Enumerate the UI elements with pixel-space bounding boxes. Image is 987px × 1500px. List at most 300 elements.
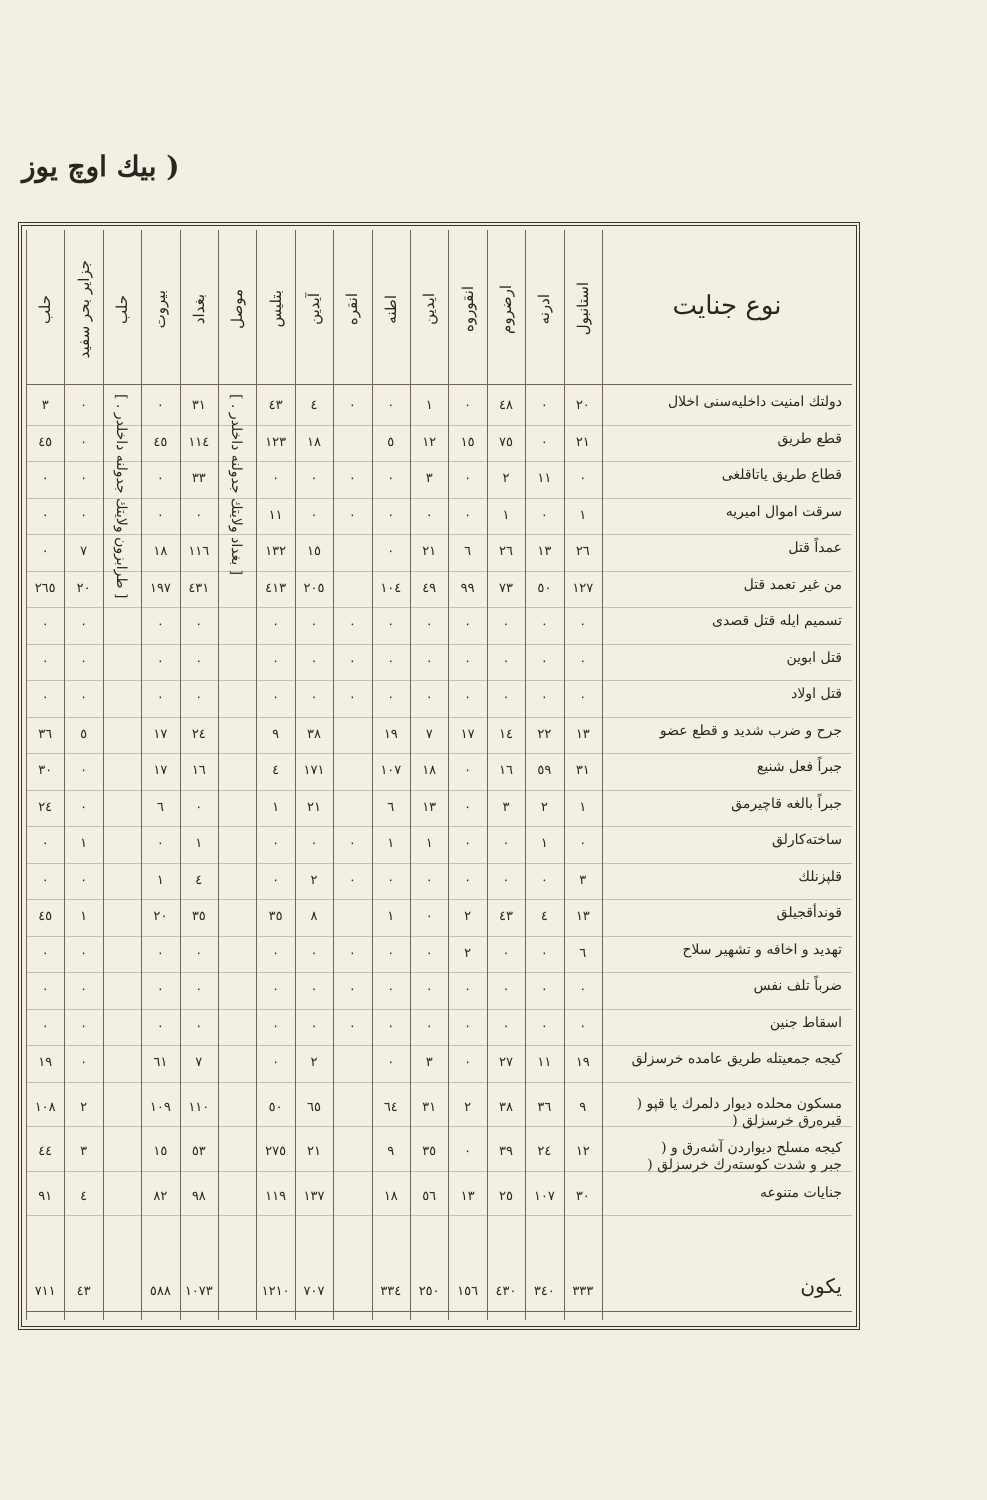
- table-cell: ١٨: [307, 434, 321, 450]
- crime-type-label: جرح و ضرب شديد و قطع عضو: [659, 722, 842, 739]
- table-cell: ٠: [425, 909, 433, 924]
- table-cell: ٣: [41, 398, 49, 413]
- crime-type-label: تسميم ايله قتل قصدى: [712, 613, 842, 629]
- table-cell: ٣٠: [575, 1188, 590, 1204]
- table-cell: ١٨: [383, 1188, 398, 1204]
- table-row: [26, 463, 852, 499]
- table-cell: ٤: [80, 1188, 88, 1204]
- table-row: [26, 1092, 852, 1128]
- row-divider: [26, 607, 852, 608]
- table-cell: ٠: [156, 617, 164, 632]
- table-cell: ٠: [348, 872, 356, 888]
- table-cell: ٠: [464, 1055, 472, 1070]
- table-cell: ٠: [387, 398, 395, 413]
- table-cell: ٠: [195, 507, 203, 523]
- table-cell: ٠: [272, 872, 280, 888]
- table-cell: ٠: [348, 471, 356, 486]
- table-cell: ٠: [310, 945, 318, 961]
- table-cell: ٠: [464, 1144, 472, 1159]
- crime-type-label: جبراً فعل شنيع: [756, 759, 842, 775]
- table-cell: ١٧: [153, 763, 168, 778]
- row-divider: [26, 644, 852, 645]
- table-cell: ٥٠: [537, 580, 552, 596]
- table-cell: ٢٢: [537, 726, 552, 742]
- crime-type-label: قلپزنلك: [798, 868, 842, 885]
- table-cell: ٠: [540, 1018, 548, 1034]
- table-cell: ٤٤: [38, 1144, 53, 1159]
- table-cell: ٢٥: [499, 1188, 513, 1204]
- table-cell: ٠: [425, 945, 433, 961]
- table-cell: ٧٣: [499, 580, 513, 596]
- table-cell: ٢: [464, 909, 472, 924]
- table-cell: ١٩: [575, 1055, 590, 1070]
- table-cell: ٤١٣: [265, 580, 287, 596]
- table-cell: ٢٦: [575, 544, 590, 559]
- table-cell: ١٠٩: [149, 1099, 171, 1115]
- table-cell: ٧١١: [34, 1284, 56, 1299]
- table-cell: ٠: [195, 945, 203, 961]
- table-row: [26, 390, 852, 426]
- table-cell: ١٧: [153, 726, 168, 742]
- table-cell: ٧٥: [499, 434, 513, 450]
- table-cell: ١٧: [460, 726, 475, 742]
- row-divider: [26, 1171, 852, 1172]
- table-cell: ٣: [502, 799, 510, 815]
- table-cell: ٢١: [307, 1144, 321, 1159]
- table-cell: ٠: [41, 617, 49, 632]
- crime-type-label: قطاع طريق ياتاقلغى: [721, 467, 842, 483]
- table-cell: ١١٦: [188, 544, 210, 559]
- table-cell: ٧: [80, 544, 88, 559]
- table-cell: ٤٥: [38, 909, 53, 924]
- table-cell: ١٥: [460, 434, 475, 450]
- table-row: [26, 682, 852, 718]
- column-header: [257, 234, 295, 384]
- row-divider: [26, 717, 852, 718]
- table-cell: ٤٣٠: [495, 1284, 517, 1299]
- table-cell: ٠: [80, 763, 88, 778]
- table-cell: ١١: [268, 507, 283, 523]
- table-cell: ٠: [425, 653, 433, 669]
- page-header: ( بيك اوچ يوز: [22, 150, 180, 183]
- table-cell: ٤٨: [499, 398, 513, 413]
- table-cell: ٤: [310, 398, 318, 413]
- table-cell: ٠: [195, 690, 203, 705]
- column-header: [103, 234, 141, 384]
- crime-type-label: تهديد و اخافه و تشهير سلاح: [682, 941, 842, 958]
- table-cell: ٣٩: [499, 1144, 513, 1159]
- table-cell: ٣٣: [191, 471, 206, 486]
- row-divider: [26, 753, 852, 754]
- table-cell: ١٢٧: [572, 580, 594, 596]
- table-cell: ٢١: [307, 799, 321, 815]
- total-label: يكون: [800, 1274, 842, 1298]
- row-divider: [26, 899, 852, 900]
- table-cell: ٧: [425, 726, 433, 742]
- table-cell: ٠: [579, 690, 587, 705]
- table-cell: ٣١: [191, 398, 206, 413]
- table-cell: ٠: [41, 690, 49, 705]
- table-cell: ٢٠: [153, 909, 168, 924]
- table-cell: ٠: [348, 617, 356, 632]
- table-cell: ٠: [502, 690, 510, 705]
- table-cell: ٠: [464, 872, 472, 888]
- column-header: [26, 234, 64, 384]
- column-header-label: انقوروه: [458, 285, 477, 333]
- column-header: [487, 234, 525, 384]
- table-cell: ٠: [80, 872, 88, 888]
- table-cell: ٠: [387, 544, 395, 559]
- table-cell: ١: [195, 836, 203, 851]
- row-divider: [26, 1126, 852, 1127]
- table-cell: ٠: [502, 1018, 510, 1034]
- table-cell: ١: [425, 836, 433, 851]
- table-cell: ٠: [156, 653, 164, 669]
- row-divider: [26, 534, 852, 535]
- table-cell: ٠: [41, 945, 49, 961]
- column-header-label: موصل: [228, 289, 247, 329]
- table-cell: ٠: [348, 507, 356, 523]
- table-cell: ٠: [272, 1055, 280, 1070]
- table-cell: ٠: [80, 982, 88, 997]
- table-cell: ١١٤: [188, 434, 210, 450]
- total-row: [26, 1276, 852, 1312]
- table-cell: ١٢: [575, 1144, 590, 1159]
- table-cell: ٢٧: [499, 1055, 513, 1070]
- table-row: [26, 792, 852, 828]
- table-cell: ٠: [80, 398, 88, 413]
- column-header-label: انقره: [343, 292, 362, 326]
- table-cell: ٠: [579, 653, 587, 669]
- table-cell: ٠: [425, 1018, 433, 1034]
- table-cell: ٤: [272, 763, 280, 778]
- table-cell: ٠: [464, 763, 472, 778]
- row-divider: [26, 826, 852, 827]
- table-cell: ١: [540, 836, 548, 851]
- table-cell: ٠: [425, 617, 433, 632]
- column-header: [449, 234, 487, 384]
- table-cell: ١٠٤: [380, 580, 402, 596]
- table-cell: ٠: [80, 434, 88, 450]
- table-cell: ٥٠: [268, 1099, 283, 1115]
- table-cell: ٤٣: [76, 1284, 91, 1299]
- table-cell: ٢١: [575, 434, 590, 450]
- column-header-label: حلب: [113, 294, 131, 324]
- crime-type-label: عمداً قتل: [788, 540, 842, 556]
- table-cell: ٠: [80, 945, 88, 961]
- table-cell: ٠: [579, 471, 587, 486]
- table-cell: ٣: [425, 1055, 433, 1070]
- table-row: [26, 609, 852, 645]
- column-header: [218, 234, 256, 384]
- table-cell: ٠: [579, 1018, 587, 1034]
- crime-type-label: جنايات متنوعه: [760, 1184, 842, 1201]
- table-row: [26, 719, 852, 755]
- crime-type-label: كيجه جمعيتله طريق عامده خرسزلق: [631, 1051, 842, 1067]
- table-cell: ٠: [41, 471, 49, 486]
- row-divider: [26, 571, 852, 572]
- table-cell: ٠: [41, 836, 49, 851]
- table-cell: ٠: [272, 617, 280, 632]
- table-cell: ٠: [272, 1018, 280, 1034]
- table-cell: ١: [387, 836, 395, 851]
- table-row: [26, 500, 852, 536]
- table-cell: ٦٥: [307, 1099, 321, 1115]
- table-cell: ١: [272, 799, 280, 815]
- crime-type-label: دولتك امنيت داخليه‌سنى اخلال: [667, 394, 842, 410]
- table-row: [26, 828, 852, 864]
- table-cell: ٠: [156, 398, 164, 413]
- table-cell: ٣٨: [499, 1099, 513, 1115]
- table-cell: ١٣٢: [265, 544, 287, 559]
- crime-type-label: كيجه مسلح ديواردن آشەرق و ( جبر و شدت كوستەرك خرسزلق (: [647, 1140, 842, 1173]
- table-cell: ٠: [348, 653, 356, 669]
- crime-type-label: من غير تعمد قتل: [743, 576, 842, 593]
- table-cell: ٢٤: [537, 1144, 552, 1159]
- table-cell: ٠: [80, 799, 88, 815]
- table-cell: ١: [156, 872, 164, 888]
- row-divider: [26, 1311, 852, 1312]
- table-cell: ١٥: [307, 544, 321, 559]
- table-cell: ٠: [310, 507, 318, 523]
- table-cell: ٧: [195, 1055, 203, 1070]
- table-row: [26, 974, 852, 1010]
- table-cell: ٠: [540, 690, 548, 705]
- table-cell: ٥: [80, 726, 88, 742]
- table-cell: ٠: [195, 799, 203, 815]
- table-cell: ٩١: [38, 1188, 53, 1204]
- table-cell: ٣١: [422, 1099, 437, 1115]
- table-cell: ١٥٦: [457, 1284, 479, 1299]
- row-divider: [26, 498, 852, 499]
- table-cell: ٩: [579, 1099, 587, 1115]
- table-cell: ٠: [387, 1018, 395, 1034]
- table-cell: ٠: [310, 690, 318, 705]
- table-cell: ٠: [80, 617, 88, 632]
- table-cell: ٠: [156, 690, 164, 705]
- table-cell: ١: [80, 909, 88, 924]
- table-cell: ٢: [310, 1055, 318, 1070]
- crime-type-label: اسقاط جنين: [769, 1014, 842, 1031]
- table-cell: ٠: [464, 398, 472, 413]
- table-cell: ٠: [80, 1018, 88, 1034]
- table-cell: ٠: [310, 653, 318, 669]
- table-cell: ١٥: [153, 1144, 168, 1159]
- table-cell: ٤٣١: [188, 580, 210, 596]
- table-cell: ٠: [272, 653, 280, 669]
- table-cell: ١٧١: [303, 763, 325, 778]
- table-cell: ٠: [502, 836, 510, 851]
- table-cell: ١٣: [575, 726, 590, 742]
- table-cell: ٠: [80, 690, 88, 705]
- crime-type-label: قوندأقجيلق: [776, 905, 842, 921]
- table-cell: ٠: [540, 507, 548, 523]
- table-cell: ٣٦: [537, 1099, 552, 1115]
- table-cell: ٢: [540, 799, 548, 815]
- table-cell: ٠: [387, 872, 395, 888]
- table-cell: ٠: [540, 653, 548, 669]
- merged-note: [ طرابزون ولايتك جدولنه داخلدر . ]: [113, 394, 129, 599]
- table-cell: ٠: [156, 836, 164, 851]
- table-cell: ٠: [540, 617, 548, 632]
- table-cell: ١١٠: [188, 1099, 210, 1115]
- row-divider: [26, 863, 852, 864]
- table-cell: ٠: [464, 799, 472, 815]
- table-cell: ٢: [310, 872, 318, 888]
- table-cell: ٠: [310, 471, 318, 486]
- column-header: [295, 234, 333, 384]
- row-divider: [26, 972, 852, 973]
- table-cell: ٤٥: [38, 434, 53, 450]
- table-cell: ٠: [387, 653, 395, 669]
- table-cell: ٠: [387, 1055, 395, 1070]
- column-header: [141, 234, 179, 384]
- table-row: [26, 573, 852, 609]
- table-cell: ٠: [348, 836, 356, 851]
- column-header: [372, 234, 410, 384]
- table-row: [26, 865, 852, 901]
- table-cell: ٠: [310, 836, 318, 851]
- header-divider: [26, 384, 852, 385]
- table-cell: ٠: [540, 398, 548, 413]
- table-cell: ٠: [80, 507, 88, 523]
- table-cell: ١٨: [153, 544, 168, 559]
- table-cell: ١٠٧: [533, 1188, 555, 1204]
- table-cell: ٠: [310, 1018, 318, 1034]
- table-cell: ٠: [387, 471, 395, 486]
- table-cell: ٤٣: [268, 398, 283, 413]
- table-cell: ٣٠: [38, 763, 53, 778]
- table-cell: ٥٦: [422, 1188, 437, 1204]
- table-cell: ٠: [156, 1018, 164, 1034]
- table-cell: ١٠٧: [380, 763, 402, 778]
- table-cell: ٠: [195, 617, 203, 632]
- table-cell: ٤: [540, 909, 548, 924]
- table-cell: ٠: [348, 1018, 356, 1034]
- table-cell: ٠: [156, 982, 164, 997]
- table-cell: ١٣: [537, 544, 552, 559]
- table-row: [26, 1181, 852, 1217]
- table-cell: ٠: [272, 690, 280, 705]
- table-row: [26, 755, 852, 791]
- table-cell: ١٩: [383, 726, 398, 742]
- row-divider: [26, 936, 852, 937]
- table-cell: ٠: [502, 945, 510, 961]
- table-cell: ١٣: [460, 1188, 475, 1204]
- table-cell: ١: [502, 507, 510, 523]
- table-cell: ٠: [425, 872, 433, 888]
- table-cell: ٢٠: [575, 398, 590, 413]
- table-cell: ٠: [425, 982, 433, 997]
- table-cell: ٠: [41, 653, 49, 669]
- table-cell: ٦٤: [383, 1099, 398, 1115]
- table-cell: ٣٣٤: [380, 1284, 402, 1299]
- table-cell: ٢٤: [191, 726, 206, 742]
- table-cell: ١٢١٠: [261, 1284, 290, 1299]
- table-cell: ٠: [195, 982, 203, 997]
- table-row: [26, 1047, 852, 1083]
- crime-type-label: ساخته‌كارلق: [771, 832, 842, 848]
- table-cell: ٣: [579, 872, 587, 888]
- table-cell: ١٨: [422, 763, 437, 778]
- row-divider: [26, 1082, 852, 1083]
- table-cell: ٠: [348, 690, 356, 705]
- table-cell: ٠: [195, 1018, 203, 1034]
- column-header-label: ايدين: [420, 293, 439, 325]
- table-row: [26, 646, 852, 682]
- row-divider: [26, 1009, 852, 1010]
- column-header-label: آيدين: [305, 293, 323, 325]
- table-cell: ٠: [156, 507, 164, 523]
- table-cell: ٢: [464, 945, 472, 961]
- table-cell: ٠: [502, 982, 510, 997]
- table-cell: ٠: [272, 982, 280, 997]
- table-cell: ٣٨: [307, 726, 321, 742]
- table-cell: ٦: [579, 945, 587, 961]
- table-cell: ٠: [579, 836, 587, 851]
- table-cell: ٠: [348, 398, 356, 413]
- table-cell: ٤: [195, 872, 203, 888]
- table-cell: ٧٠٧: [303, 1284, 325, 1299]
- column-header: [564, 234, 602, 384]
- table-cell: ٣٥: [268, 909, 283, 924]
- table-cell: ٠: [41, 982, 49, 997]
- table-cell: ٢: [502, 471, 510, 486]
- column-header-label: بتليس: [266, 290, 285, 328]
- table-cell: ٤٣: [499, 909, 513, 924]
- column-header: [410, 234, 448, 384]
- table-cell: ٠: [41, 1018, 49, 1034]
- table-cell: ٠: [579, 617, 587, 632]
- table-cell: ٠: [387, 945, 395, 961]
- table-cell: ٠: [80, 1055, 88, 1070]
- table-cell: ٥٣: [191, 1144, 206, 1159]
- table-cell: ٩٩: [460, 580, 475, 596]
- crime-type-label: جبراً بالغه قاچيرمق: [731, 795, 842, 812]
- table-cell: ١٩: [38, 1055, 53, 1070]
- table-cell: ١٠٧٣: [184, 1284, 213, 1299]
- table-cell: ٠: [156, 945, 164, 961]
- merged-note: [ بغداد ولايتك جدولنه داخلدر . ]: [228, 394, 245, 576]
- crime-type-label: قطع طريق: [777, 430, 842, 447]
- table-cell: ٠: [464, 836, 472, 851]
- column-header-label: ارضروم: [497, 284, 515, 334]
- table-cell: ٣٥: [191, 909, 206, 924]
- column-header-label: اطنه: [381, 294, 400, 324]
- table-cell: ٨٢: [153, 1188, 168, 1204]
- table-cell: ٩٨: [191, 1188, 206, 1204]
- crime-type-label: سرقت اموال اميريه: [725, 503, 842, 520]
- table-cell: ٦: [464, 544, 472, 559]
- table-cell: ٠: [348, 945, 356, 961]
- column-header-label: جزاير بحر سفيد: [74, 259, 93, 359]
- table-cell: ٠: [540, 872, 548, 888]
- table-cell: ٠: [310, 982, 318, 997]
- table-cell: ٠: [502, 872, 510, 888]
- table-cell: ٢٥٠: [418, 1284, 440, 1299]
- table-cell: ٠: [387, 507, 395, 523]
- table-cell: ٠: [464, 690, 472, 705]
- table-cell: ٥: [387, 434, 395, 450]
- table-cell: ٠: [425, 507, 433, 523]
- table-cell: ١: [425, 398, 433, 413]
- table-cell: ٠: [156, 471, 164, 486]
- row-divider: [26, 1045, 852, 1046]
- column-header: [65, 234, 103, 384]
- crime-type-label: ضرباً تلف نفس: [753, 978, 842, 994]
- table-cell: ٠: [540, 982, 548, 997]
- table-cell: ٤٩: [422, 580, 437, 596]
